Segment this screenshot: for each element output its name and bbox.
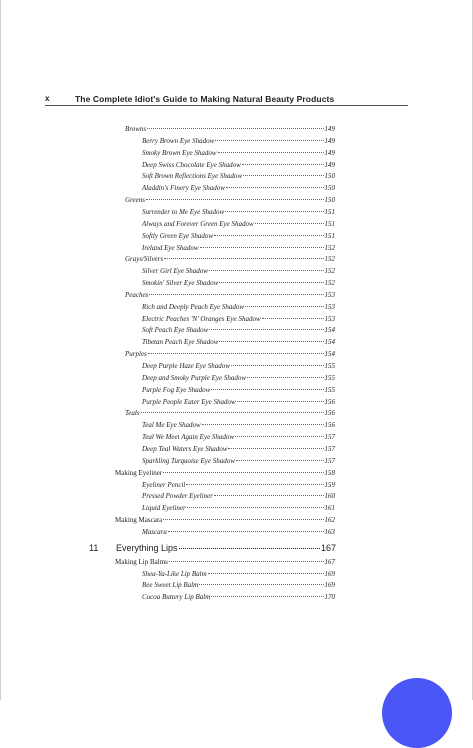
toc-entry-page: 150 — [324, 172, 335, 181]
toc-entry[interactable] — [142, 397, 335, 409]
toc-entry[interactable] — [142, 569, 335, 581]
toc-entry[interactable] — [142, 337, 335, 349]
toc-entry[interactable] — [142, 314, 335, 326]
toc-entry-page: 169 — [324, 581, 335, 590]
toc-entry-page: 156 — [324, 397, 335, 406]
toc-entry-page: 152 — [324, 255, 335, 264]
toc-entry-title: Soft Peach Eye Shadow — [142, 326, 209, 335]
toc-entry-page: 149 — [324, 125, 335, 133]
chapter-number: 11 — [89, 542, 99, 553]
dot-leader — [226, 187, 324, 188]
toc-entry-page: 155 — [324, 385, 335, 394]
dot-leader — [209, 270, 324, 271]
dot-leader — [169, 561, 324, 562]
toc-entry-page: 163 — [324, 527, 335, 536]
toc-entry-page: 152 — [324, 267, 335, 276]
dot-leader — [215, 140, 323, 141]
dot-leader — [214, 235, 323, 236]
toc-entry-title: Aladdin's Finery Eye Shadow — [142, 184, 225, 193]
toc-entry[interactable] — [142, 491, 335, 503]
toc-entry[interactable] — [125, 124, 335, 136]
toc-entry[interactable] — [125, 254, 335, 266]
toc-entry-title: Deep Purple Haze Eye Shadow — [142, 362, 230, 370]
dot-leader — [211, 596, 323, 597]
toc-entry[interactable] — [142, 325, 335, 337]
toc-entry[interactable] — [115, 468, 335, 480]
toc-entry-title: Smoky Brown Eye Shadow — [142, 148, 217, 157]
book-title: The Complete Idiot's Guide to Making Natural Beauty Products — [75, 94, 335, 104]
toc-entry[interactable] — [142, 171, 335, 183]
toc-entry-page: 150 — [324, 196, 335, 205]
toc-entry-title: Making Lip Balms — [115, 557, 168, 566]
toc-entry-page: 161 — [324, 504, 335, 513]
dot-leader — [211, 389, 323, 390]
toc-entry[interactable] — [142, 385, 335, 397]
toc-entry[interactable] — [142, 219, 335, 231]
toc-entry-title: Mascara — [142, 527, 167, 536]
toc-entry-title: Tibetan Peach Eye Shadow — [142, 338, 219, 347]
toc-entry-page: 160 — [324, 492, 335, 501]
toc-entry-page: 153 — [324, 314, 335, 323]
toc-entry-page: 149 — [324, 160, 335, 169]
dot-leader — [225, 211, 323, 212]
chapter-entry[interactable] — [89, 543, 336, 556]
toc-entry-page: 149 — [324, 148, 335, 157]
toc-entry-title: Purples — [125, 350, 147, 359]
toc-entry-title: Teal We Meet Again Eye Shadow — [142, 433, 235, 442]
toc-entry-page: 155 — [324, 373, 335, 382]
dot-leader — [243, 175, 323, 176]
dot-leader — [179, 548, 320, 549]
toc-entry-page: 150 — [324, 184, 335, 193]
toc-entry[interactable] — [142, 432, 335, 444]
toc-entry-title: Shea-Ya-Like Lip Balm — [142, 569, 207, 578]
page-number: x — [45, 94, 50, 103]
toc-entry[interactable] — [142, 420, 335, 432]
toc-entry-title: Electric Peaches 'N' Oranges Eye Shadow — [142, 314, 261, 323]
toc-entry-page: 156 — [324, 421, 335, 430]
dot-leader — [199, 584, 323, 585]
toc-entry[interactable] — [125, 408, 335, 420]
toc-entry-title: Purple People Eater Eye Shadow — [142, 397, 236, 406]
dot-leader — [186, 484, 323, 485]
toc-entry[interactable] — [142, 207, 335, 219]
toc-entry-page: 157 — [324, 456, 335, 465]
toc-entry-page: 156 — [324, 409, 335, 418]
dot-leader — [202, 424, 324, 425]
toc-entry-page: 159 — [324, 480, 335, 489]
toc-entry-title: Peaches — [125, 290, 149, 299]
dot-leader — [255, 223, 324, 224]
toc-entry-title: Greens — [125, 196, 145, 205]
toc-entry-page: 153 — [324, 290, 335, 299]
header-rule — [45, 105, 408, 106]
toc-entry-title: Cocoa Buttery Lip Balm — [142, 593, 211, 602]
dot-leader — [237, 401, 324, 402]
toc-entry-title: Bee Sweet Lip Balm — [142, 581, 199, 590]
toc-entry[interactable] — [142, 503, 335, 515]
dot-leader — [228, 448, 323, 449]
dot-leader — [187, 507, 324, 508]
toc-entry-page: 153 — [324, 302, 335, 311]
dot-leader — [146, 199, 324, 200]
toc-entry[interactable] — [142, 278, 335, 290]
toc-entry[interactable] — [115, 557, 335, 569]
toc-entry-title: Berry Brown Eye Shadow — [142, 136, 215, 145]
dot-leader — [163, 519, 323, 520]
chapter-page: 167 — [320, 542, 336, 553]
toc-entry-page: 149 — [324, 136, 335, 145]
chapter-title: Everything Lips — [116, 542, 178, 553]
toc-entry-page: 152 — [324, 243, 335, 252]
dot-leader — [242, 164, 324, 165]
toc-entry[interactable] — [142, 456, 335, 468]
dot-leader — [208, 573, 324, 574]
toc-entry-title: Silver Girl Eye Shadow — [142, 267, 208, 276]
toc-entry[interactable] — [125, 195, 335, 207]
dot-leader — [163, 472, 323, 473]
toc-entry[interactable] — [142, 527, 335, 539]
dot-leader — [218, 152, 324, 153]
toc-entry-page: 151 — [324, 219, 335, 228]
toc-entry[interactable] — [142, 580, 335, 592]
toc-entry-title: Pressed Powder Eyeliner — [142, 492, 213, 501]
dot-leader — [141, 412, 324, 413]
toc-entry-title: Liquid Eyeliner — [142, 504, 186, 513]
toc-entry-title: Always and Forever Green Eye Shadow — [142, 219, 254, 228]
dot-leader — [247, 377, 324, 378]
dot-leader — [235, 436, 323, 437]
toc-entry-page: 157 — [324, 444, 335, 453]
dot-leader — [200, 247, 324, 248]
toc-entry-page: 152 — [324, 279, 335, 288]
dot-leader — [219, 282, 323, 283]
dot-leader — [147, 128, 323, 129]
toc-entry-title: Ireland Eye Shadow — [142, 243, 199, 252]
toc-entry-page: 154 — [324, 350, 335, 359]
toc-entry-title: Deep and Smoky Purple Eye Shadow — [142, 373, 246, 382]
toc-entry-title: Surrender to Me Eye Shadow — [142, 207, 225, 216]
toc-entry-title: Making Eyeliner — [115, 468, 163, 477]
toc-entry-page: 162 — [324, 516, 335, 525]
toc-entry-page: 154 — [324, 338, 335, 347]
dot-leader — [231, 365, 324, 366]
toc-entry-title: Purple Fog Eye Shadow — [142, 385, 211, 394]
toc-entry[interactable] — [142, 183, 335, 195]
toc-entry-title: Eyeliner Pencil — [142, 480, 186, 489]
toc-entry-title: Softly Green Eye Shadow — [142, 231, 214, 240]
toc-entry[interactable] — [142, 231, 335, 243]
toc-entry[interactable] — [115, 515, 335, 527]
toc-entry-title: Deep Teal Waters Eye Shadow — [142, 444, 228, 453]
toc-entry-title: Rich and Deeply Peach Eye Shadow — [142, 302, 245, 311]
toc-entry-title: Grays/Silvers — [125, 255, 164, 264]
toc-entry-page: 170 — [324, 593, 335, 602]
toc-entry[interactable] — [142, 243, 335, 255]
dot-leader — [149, 294, 323, 295]
dot-leader — [219, 341, 323, 342]
toc-entry-page: 151 — [324, 231, 335, 240]
toc-entry-page: 157 — [324, 433, 335, 442]
dot-leader — [262, 318, 324, 319]
toc-entry[interactable] — [142, 592, 335, 604]
toc-entry[interactable] — [142, 302, 335, 314]
dot-leader — [236, 460, 324, 461]
toc-entry-page: 167 — [324, 557, 335, 566]
toc-entry-page: 154 — [324, 326, 335, 335]
dot-leader — [214, 495, 324, 496]
toc-entry-title: Making Mascara — [115, 516, 163, 525]
toc-entry-title: Deep Swiss Chocolate Eye Shadow — [142, 160, 241, 169]
toc-entry-title: Teals — [125, 409, 140, 418]
toc-entry[interactable] — [142, 136, 335, 148]
toc-entry[interactable] — [142, 361, 335, 373]
dot-leader — [245, 306, 323, 307]
dot-leader — [168, 531, 324, 532]
toc-entry-title: Smokin' Silver Eye Shadow — [142, 279, 219, 288]
toc-entry-title: Teal Me Eye Shadow — [142, 421, 201, 430]
toc-entry[interactable] — [142, 160, 335, 172]
dot-leader — [209, 329, 323, 330]
toc-entry-title: Soft Brown Reflections Eye Shadow — [142, 172, 243, 181]
toc-entry-title: Browns — [125, 125, 147, 133]
dot-leader — [164, 258, 323, 259]
toc-entry[interactable] — [142, 266, 335, 278]
toc-entry[interactable] — [125, 290, 335, 302]
toc-entry-page: 169 — [324, 569, 335, 578]
floating-action-button[interactable] — [382, 678, 452, 748]
toc-entry-page: 151 — [324, 207, 335, 216]
toc-entry-page: 155 — [324, 362, 335, 370]
toc-entry[interactable] — [125, 349, 335, 361]
toc-entry[interactable] — [142, 480, 335, 492]
toc-entry[interactable] — [142, 444, 335, 456]
toc-entry[interactable] — [142, 373, 335, 385]
toc-entry-page: 158 — [324, 468, 335, 477]
toc-entry-title: Sparkling Turquoise Eye Shadow — [142, 456, 235, 465]
dot-leader — [148, 353, 324, 354]
toc-entry[interactable] — [142, 148, 335, 160]
